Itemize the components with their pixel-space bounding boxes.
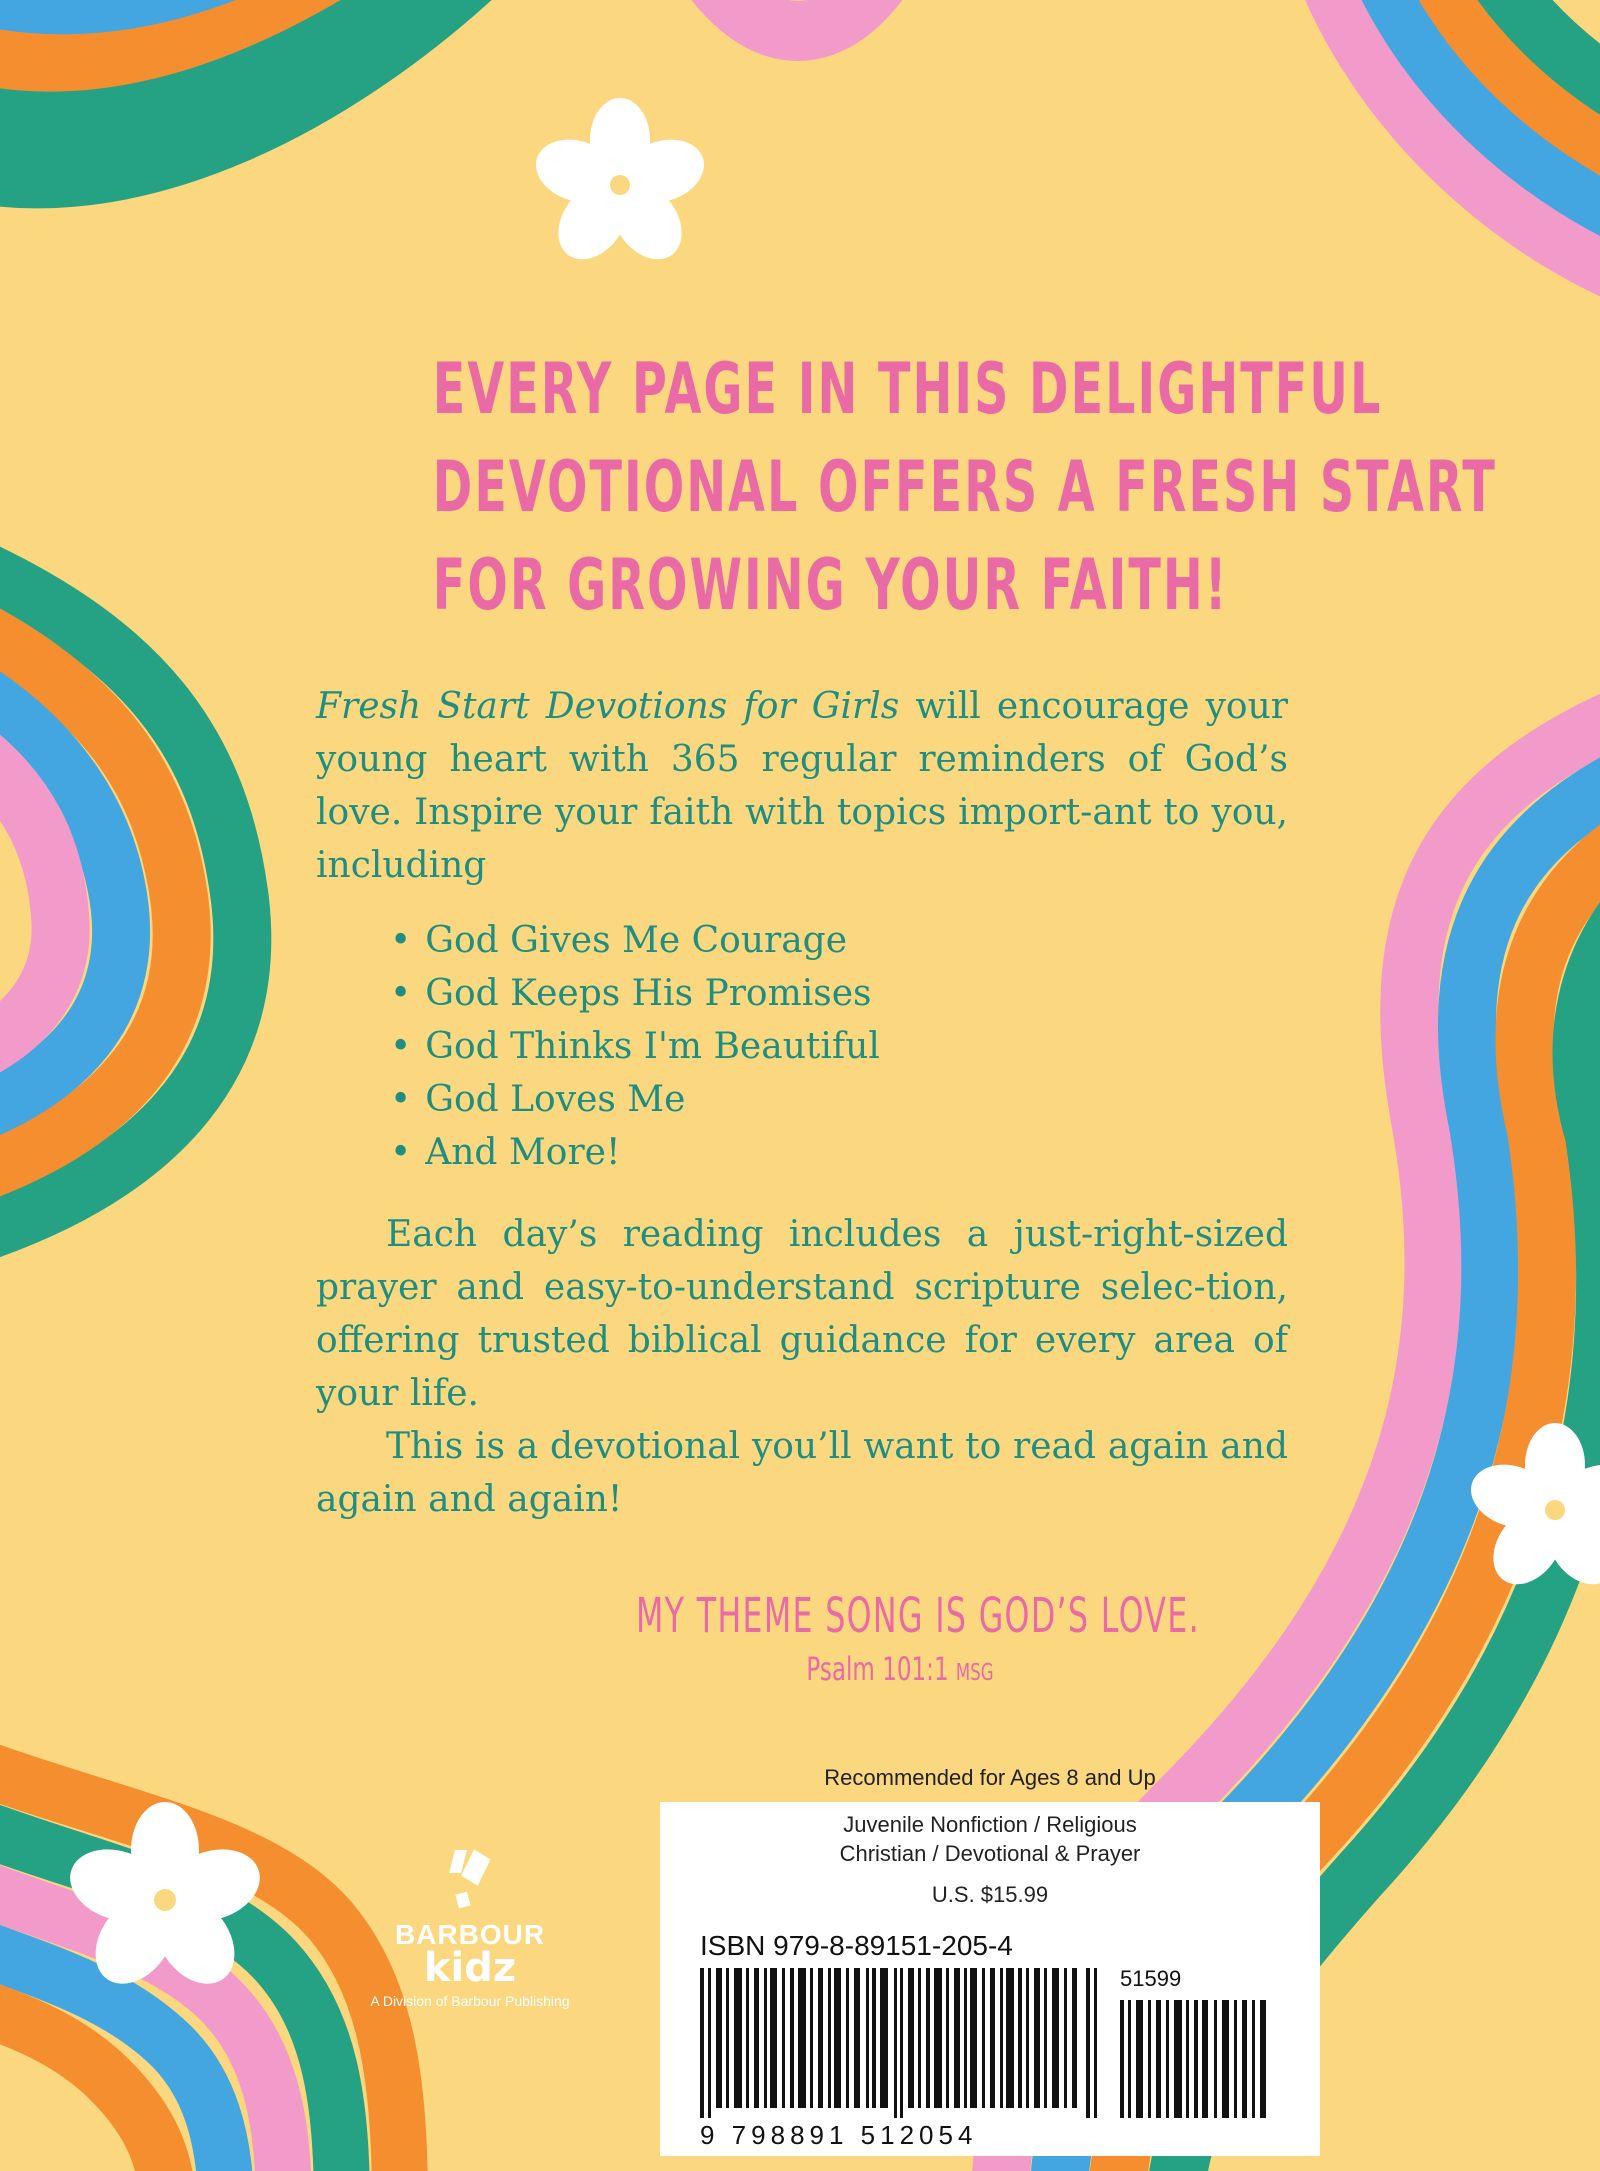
book-title: Fresh Start Devotions for Girls xyxy=(316,686,900,727)
headline-line: DEVOTIONAL OFFERS A FRESH START xyxy=(432,446,1497,528)
publisher-name: BARBOUR xyxy=(394,1919,546,1950)
publisher-tagline: A Division of Barbour Publishing xyxy=(370,1993,570,2009)
headline xyxy=(432,340,1497,634)
intro-text: will encourage your young heart with 365 regular reminders of God’s love. Inspire your faith with topics import-ant to you, including xyxy=(316,686,1288,886)
category-line: Juvenile Nonfiction / Religious xyxy=(843,1812,1137,1837)
barcode-image xyxy=(700,1968,1100,2118)
rainbow-top-left xyxy=(0,0,880,178)
flower-icon xyxy=(528,98,712,273)
headline-line: FOR GROWING YOUR FAITH! xyxy=(432,544,1229,626)
barcode-box xyxy=(660,1802,1320,2156)
closing-paragraph: This is a devotional you’ll want to read again and again and again! xyxy=(316,1426,1288,1520)
price-barcode-image xyxy=(1120,2000,1275,2118)
list-item: • God Gives Me Courage xyxy=(390,914,880,967)
list-item: • God Loves Me xyxy=(390,1073,880,1126)
verse-citation xyxy=(756,1650,1044,1688)
rainbow-left xyxy=(0,560,242,1240)
list-item: • God Thinks I'm Beautiful xyxy=(390,1020,880,1073)
closing-paragraphs xyxy=(316,1208,1288,1526)
list-item: • And More! xyxy=(390,1126,880,1179)
barcode-number: 9 798891 512054 xyxy=(700,2120,978,2150)
price: U.S. $15.99 xyxy=(931,1882,1049,1907)
verse-quote: MY THEME SONG IS GOD’S LOVE. xyxy=(636,1588,1201,1644)
publisher-logo xyxy=(300,1845,640,2009)
rainbow-top-right xyxy=(1320,0,1600,290)
barbour-mark-icon xyxy=(445,1845,495,1915)
category-line: Christian / Devotional & Prayer xyxy=(839,1841,1141,1866)
isbn: ISBN 979-8-89151-205-4 xyxy=(700,1930,1013,1961)
topic-list xyxy=(390,914,880,1179)
verse-reference: Psalm 101:1 xyxy=(806,1650,949,1688)
price-code: 51599 xyxy=(1120,1966,1182,1991)
intro-paragraph xyxy=(316,680,1288,892)
publisher-imprint: kidz xyxy=(423,1945,517,1991)
headline-line: EVERY PAGE IN THIS DELIGHTFUL xyxy=(432,348,1383,430)
verse-version: MSG xyxy=(955,1660,994,1686)
age-recommendation: Recommended for Ages 8 and Up xyxy=(824,1765,1156,1790)
list-item: • God Keeps His Promises xyxy=(390,967,880,1020)
closing-paragraph: Each day’s reading includes a just-right-sized prayer and easy-to-understand scripture selec-tion, offering trusted biblical guidance for every area of your life. xyxy=(316,1214,1288,1414)
